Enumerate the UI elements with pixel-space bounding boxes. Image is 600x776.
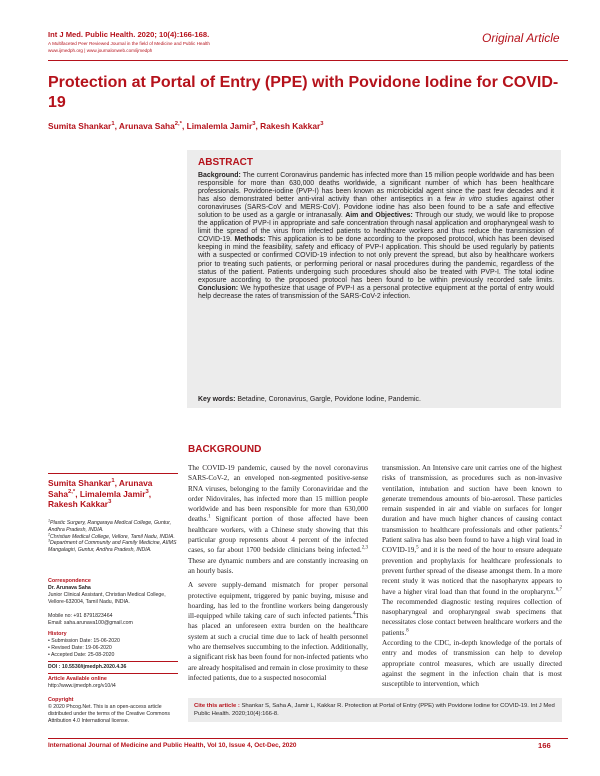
footer-journal: International Journal of Medicine and Public Health, Vol 10, Issue 4, Oct-Dec, 2020 <box>48 742 297 749</box>
correspondence-heading: Correspondence <box>48 578 91 584</box>
abstract-italic-text: in vitro <box>459 196 482 204</box>
sidebar-author: Saha <box>48 488 69 499</box>
sidebar-divider <box>48 673 178 674</box>
author-affil: 1 <box>111 121 115 128</box>
author-list: Sumita Shankar$^1$, Arunava Saha$^{2,*}$, Limalemla Jamir$^3$, Rakesh Kakkar$^3$ <box>48 121 324 131</box>
abstract-conclusion-label: Conclusion: <box>198 284 239 292</box>
abstract-background-label: Background: <box>198 172 241 179</box>
history-revised: • Revised Date: 19-06-2020 <box>48 645 112 651</box>
keywords-label: Key words: <box>198 396 236 403</box>
body-column-left <box>188 463 368 683</box>
citation-body: Shankar S, Saha A, Jamir L, Kakkar R. Protection at Portal of Entry (PPE) with Povidone Iodine for COVID-19. Int J Med Public Health. 2020;10(4):166-8. <box>194 703 555 718</box>
author-affil: 3 <box>320 121 324 128</box>
abstract-background-text: The current Coronavirus pandemic has infected more than 15 million people worldwide and has been responsible for more than 630,000 deaths worldwide, a significant number of which has been healthcare professionals. Povidone-iodine (PVP-I) has been known as microbicidal agent since the past few decades and it has also demonstrated better anti-viral activity than other antiseptics in a few <box>198 172 554 204</box>
copyright-heading: Copyright <box>48 697 74 703</box>
citation-ref: 5 <box>416 545 419 551</box>
affiliation-1: $^1$Plastic Surgery, Rangaraya Medical College, Guntur, Andhra Pradesh, INDIA. <box>48 518 172 533</box>
citation-text <box>194 702 556 718</box>
abstract-aim-label: Aim and Objectives: <box>345 212 413 220</box>
keywords-text: Betadine, Coronavirus, Gargle, Povidone Iodine, Pandemic. <box>235 396 421 403</box>
body-text: These are dynamic numbers and are constantly increasing on an hourly basis. <box>188 556 368 575</box>
body-text: The COVID-19 pandemic, caused by the novel coronavirus SARS-CoV-2, an enveloped non-segmented positive-sense RNA viruses, belonging to the family Coronaviridae and the order Nidovirales, has infected more than 15 million people worldwide and has been responsible for more than 630,000 deaths. <box>188 464 368 524</box>
author-name: Sumita Shankar <box>48 121 112 131</box>
abstract-methods-text: This application is to be done according to the proposed protocol, which has been devised keeping in mind the feasibility, safety and efficacy of PVP-I application. This should be used regularly by patients with a suspected or confirmed COVID-19 infection to not only prevent the spread, but also by healthcare workers prior to treating such patients, or performing perioral or nasal procedures during the pandemic, regardless of the status of the patient. Patients undergoing such procedures should also be treated with PVP-I. The total iodine exposure according to the proposed protocol has been found to be within previously recorded safe limits. <box>198 236 554 284</box>
body-text: The recommended diagnostic testing requires collection of nasopharyngeal and oropharyngeal swab specimens that necessitates close contact between healthcare workers and the patients. <box>382 597 562 637</box>
sidebar-author: , Arunava <box>114 478 153 488</box>
journal-title: Int J Med. Public Health. 2020; 10(4):166-168. <box>48 30 210 39</box>
abstract-conclusion-text: We hypothesize that usage of PVP-I as a personal protective equipment at the portal of entry would help decrease the rates of transmission of the SARS-CoV-2 infection. <box>198 284 554 300</box>
online-heading: Article Available online <box>48 676 107 682</box>
sidebar-author: Rakesh Kakkar <box>48 499 109 510</box>
history-heading: History <box>48 631 67 637</box>
journal-website: www.ijmedph.org | www.journalonweb.com/ijmedph <box>48 48 153 53</box>
author-affil: 2,* <box>174 121 182 128</box>
body-text: A severe supply-demand mismatch for proper personal protective equipment, triggered by panic buying, misuse and hoarding, has led to the frontline workers being dangerously ill-equipped while taking care of such infected patients. <box>188 581 368 621</box>
sidebar-author: , Limalemla Jamir <box>75 488 146 499</box>
correspondence-mobile: Mobile no: +91 8791823464 <box>48 613 113 619</box>
footer-divider <box>48 738 568 739</box>
sidebar-authors: Sumita Shankar$^1$, Arunava Saha$^{2,*}$, Limalemla Jamir$^3$, Rakesh Kakkar$^3$ <box>48 478 153 510</box>
correspondence-email: Email: saha.arunava100@gmail.com <box>48 620 133 626</box>
sidebar-author-affil: 2,* <box>68 488 76 495</box>
affiliation-text: Christian Medical College, Vellore, Tamil Nadu, INDIA. <box>50 533 175 540</box>
citation-ref: 4 <box>352 611 356 617</box>
article-type: Original Article <box>482 31 560 45</box>
affiliation-3: $^3$Department of Community and Family Medicine, AIIMS Mangalagiri, Guntur, Andhra Pradesh, INDIA. <box>48 538 177 554</box>
author-name: Limalemla Jamir <box>186 121 253 131</box>
body-text: Patient saliva has also been found to have a high viral load in COVID-19, <box>382 536 562 555</box>
journal-subtitle: A Multifaceted Peer Reviewed Journal in the field of Medicine and Public Health <box>48 41 210 46</box>
doi: DOI : 10.5530/ijmedph.2020.4.36 <box>48 664 127 670</box>
sidebar-author: Sumita Shankar <box>48 478 112 488</box>
citation-ref: 6,7 <box>555 587 562 593</box>
section-heading-background: BACKGROUND <box>188 444 262 455</box>
history-accepted: • Accepted Date: 25-08-2020 <box>48 652 115 658</box>
body-paragraph <box>382 463 562 638</box>
body-paragraph <box>188 580 368 683</box>
correspondence-name: Dr. Arunava Saha <box>48 585 91 591</box>
abstract-aim-text: Through our study, we would like to propose the application of PVP-I in appropriate and safe concentration through nasal application and oropharyngeal wash to limit the spread of the virus from infected patients to healthcare workers and thus reduce the transmission of COVID-19. <box>198 212 554 244</box>
affiliation-text: Department of Community and Family Medicine, AIIMS Mangalagiri, Guntur, Andhra Pradesh, INDIA. <box>48 540 177 554</box>
keywords <box>198 396 554 404</box>
correspondence-detail: Junior Clinical Assistant, Christian Medical College, Vellore-632004, Tamil Nadu, INDIA. <box>48 592 166 605</box>
affiliation-2: $^2$Christian Medical College, Vellore, Tamil Nadu, INDIA. <box>48 531 175 540</box>
author-affil: 3 <box>252 121 256 128</box>
affiliation-text: Plastic Surgery, Rangaraya Medical College, Guntur, Andhra Pradesh, INDIA. <box>48 520 172 533</box>
citation-ref: 2 <box>559 525 562 531</box>
citation-ref: 8 <box>406 628 409 634</box>
sidebar-author-affil: 3 <box>108 499 112 506</box>
citation-ref: 2,3 <box>361 545 368 551</box>
history-submitted: • Submission Date: 15-06-2020 <box>48 638 120 644</box>
sidebar-author-affil: 3 <box>145 488 149 495</box>
abstract-body <box>198 172 554 301</box>
body-text: Significant portion of those affected have been healthcare workers, with a Chinese study showing that this particular group represents about 4 percent of the infected cases, so far about 1700 bedside clinicians being infected. <box>188 515 368 555</box>
online-url[interactable]: http://www.ijmedph.org/v10/i4 <box>48 683 116 689</box>
paper-title: Protection at Portal of Entry (PPE) with Povidone Iodine for COVID-19 <box>48 74 559 111</box>
sidebar-author-affil: 1 <box>111 478 115 485</box>
body-column-right <box>382 463 562 690</box>
citation-label: Cite this article : <box>194 703 240 709</box>
body-paragraph: According to the CDC, in-depth knowledge of the portals of entry and modes of transmission can help to develop appropriate control measures, which are usually directed against the segment in the infection chain that is most susceptible to intervention, which <box>382 639 562 689</box>
sidebar-divider <box>48 661 178 662</box>
body-text: This has placed an unforeseen extra burden on the healthcare system at such a crucial time due to lack of health personnel who are themselves succumbing to the infection. Additionally, a significant risk has been found for non-infected patients who are already hospitalised and remain in close proximity to these infected patients, due to a suspected nosocomial <box>188 612 368 682</box>
author-name: Arunava Saha <box>118 121 175 131</box>
author-name: Rakesh Kakkar <box>260 121 321 131</box>
affiliations <box>48 520 178 554</box>
page-number: 166 <box>538 741 551 750</box>
abstract-methods-label: Methods: <box>234 236 266 244</box>
abstract-background-text-2: studies against other coronaviruses (SARS-CoV and MERS-CoV). Povidone iodine has also been found to be a safe and effective solution to be used as a gargle or intranasally. <box>198 196 554 220</box>
sidebar-divider <box>48 473 178 474</box>
header-divider <box>48 60 568 61</box>
body-paragraph <box>188 463 368 576</box>
copyright-text: © 2020 Phcog.Net. This is an open-access article distributed under the terms of the Creative Commons Attribution 4.0 International license. <box>48 704 170 724</box>
body-text: and it is the need of the hour to ensure adequate prevention and prophylaxis for healthcare professionals to prevent further spread of the disease amongst them. In a more recent study it was noticed that the nasopharynx appears to have a higher viral load than that found in the oropharynx. <box>382 546 562 596</box>
citation-ref: 1 <box>208 515 211 521</box>
body-text: transmission. An Intensive care unit carries one of the highest risks of transmission, as procedures such as non-invasive ventilation, intubation and suction have been known to generate tremendous amounts of bio-aerosol. These particles remain suspended in air and viable on surfaces for longer duration and have much higher chances of causing contact transmission to healthcare professionals and other patients. <box>382 464 562 534</box>
abstract-heading: ABSTRACT <box>198 157 253 168</box>
